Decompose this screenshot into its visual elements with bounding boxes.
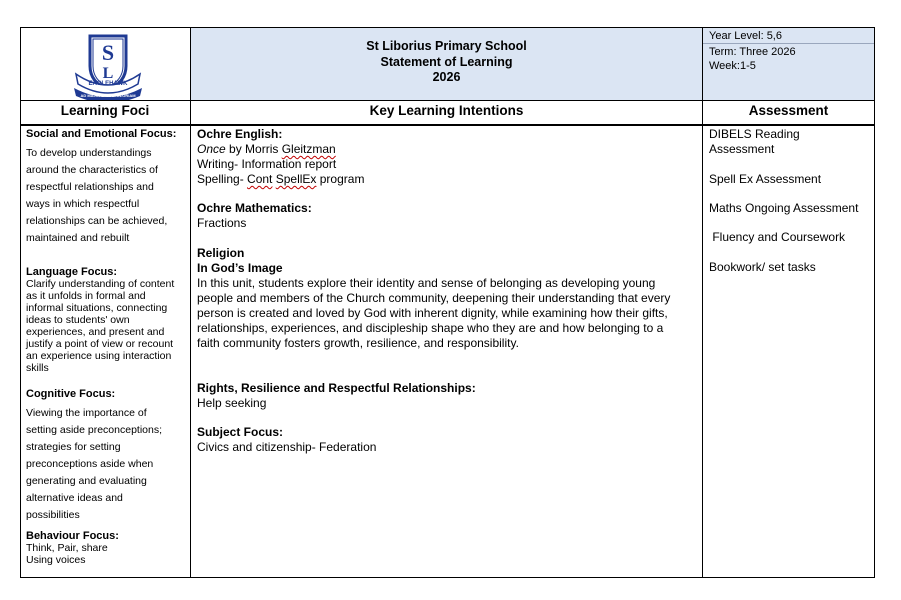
religion-line: faith community fosters growth, resilience, and responsibility. [197, 336, 519, 350]
week: Week:1-5 [709, 60, 756, 72]
social-line: around the characteristics of [26, 164, 158, 176]
table-divider-2 [702, 27, 703, 578]
table-border-left [20, 27, 21, 578]
assessment-dibels [709, 127, 871, 157]
maths-title: Ochre Mathematics: [197, 201, 312, 215]
logo-initial-bottom: L [102, 65, 114, 82]
learning-foci-column [26, 127, 188, 566]
assessment-spell: Spell Ex Assessment [709, 172, 822, 186]
social-line: ways in which respectful [26, 198, 140, 210]
religion-line: relationships, experiences, and discipleship shape who they are and how belonging to a [197, 321, 664, 335]
document-year: 2026 [432, 70, 461, 84]
document-title: Statement of Learning [380, 54, 513, 69]
table-border-right [874, 27, 875, 578]
language-line: experiences, and present and [26, 326, 165, 338]
religion-line: person is created and loved by God with inherent dignity, while examining how their gifts, [197, 306, 668, 320]
assessment-bookwork: Bookwork/ set tasks [709, 260, 816, 274]
assessment-dibels-line1: DIBELS Reading [709, 127, 800, 141]
language-line: as it unfolds in formal and [26, 290, 146, 302]
assessment-dibels-line2: Assessment [709, 142, 775, 156]
social-emotional-title: Social and Emotional Focus: [26, 128, 177, 140]
english-book-author: Gleitzman [281, 142, 336, 156]
religion-line: people and members of the Church community, deepening their understanding that every [197, 291, 671, 305]
subject-focus-title: Subject Focus: [197, 425, 284, 439]
cognitive-line: possibilities [26, 509, 80, 521]
logo-banner-upper: EAGLEHAWK [88, 81, 128, 87]
language-line: an experience using interaction [26, 350, 172, 362]
rrrr-topic: Help seeking [197, 396, 267, 410]
behaviour-text [26, 542, 188, 566]
english-spelling [197, 172, 697, 187]
table-divider-1 [190, 27, 191, 578]
cognitive-line: generating and evaluating [26, 475, 147, 487]
table-border-bottom [20, 577, 875, 578]
key-learning-column [197, 127, 697, 455]
assessment-column [709, 127, 871, 275]
cognitive-line: Viewing the importance of [26, 407, 147, 419]
col-heading-learning-foci: Learning Foci [60, 103, 150, 118]
behaviour-line: Using voices [26, 554, 86, 566]
language-line: Clarify understanding of content [26, 278, 175, 290]
language-text [26, 278, 188, 374]
social-line: respectful relationships and [26, 181, 154, 193]
school-name: St Liborius Primary School [366, 39, 527, 53]
english-book-by: by Morris [225, 142, 282, 156]
cognitive-line: setting aside preconceptions; [26, 424, 163, 436]
term: Term: Three 2026 [709, 46, 796, 58]
social-line: relationships can be achieved, [26, 215, 168, 227]
year-level: Year Level: 5,6 [709, 30, 782, 42]
behaviour-title: Behaviour Focus: [26, 530, 119, 542]
english-spelling-word2: SpellEx [275, 172, 317, 186]
table-border-top [20, 27, 875, 28]
english-book-title: Once [197, 142, 226, 156]
behaviour-line: Think, Pair, share [26, 542, 108, 554]
english-spelling-word1: Cont [247, 172, 273, 186]
cognitive-line: strategies for setting [26, 441, 121, 453]
assessment-fluency: Fluency and Coursework [709, 230, 846, 244]
table-rule-colheads [20, 124, 875, 126]
english-spelling-prefix: Spelling- [197, 172, 248, 186]
cognitive-text [26, 405, 188, 524]
col-heading-key-learning: Key Learning Intentions [369, 103, 524, 118]
logo-initial-top: S [101, 40, 115, 65]
religion-title: Religion [197, 246, 245, 260]
religion-unit: In God’s Image [197, 261, 283, 275]
social-line: maintained and rebuilt [26, 232, 130, 244]
social-emotional-text [26, 145, 188, 247]
english-title: Ochre English: [197, 127, 283, 141]
assessment-maths: Maths Ongoing Assessment [709, 201, 859, 215]
table-rule-header [20, 100, 875, 101]
language-title: Language Focus: [26, 266, 118, 278]
english-book [197, 142, 697, 157]
col-heading-assessment: Assessment [748, 103, 829, 118]
maths-topic: Fractions [197, 216, 247, 230]
language-line: informal situations, connecting [26, 302, 168, 314]
school-logo [70, 30, 146, 100]
cognitive-line: alternative ideas and [26, 492, 123, 504]
religion-line: In this unit, students explore their identity and sense of belonging as developing young [197, 276, 656, 290]
religion-text [197, 276, 697, 351]
cognitive-title: Cognitive Focus: [26, 388, 116, 400]
english-spelling-suffix: program [316, 172, 365, 186]
cognitive-line: preconceptions aside when [26, 458, 154, 470]
language-line: ideas to students' own [26, 314, 130, 326]
logo-banner-lower: AD MAJOREM DEI GLORIAM [80, 93, 136, 98]
language-line: skills [26, 362, 49, 374]
language-line: justify a point of view or recount [26, 338, 174, 350]
info-rule-1 [703, 43, 874, 44]
english-writing: Writing- Information report [197, 157, 337, 171]
social-line: To develop understandings [26, 147, 152, 159]
rrrr-title: Rights, Resilience and Respectful Relationships: [197, 381, 476, 395]
subject-focus-topic: Civics and citizenship- Federation [197, 440, 377, 454]
